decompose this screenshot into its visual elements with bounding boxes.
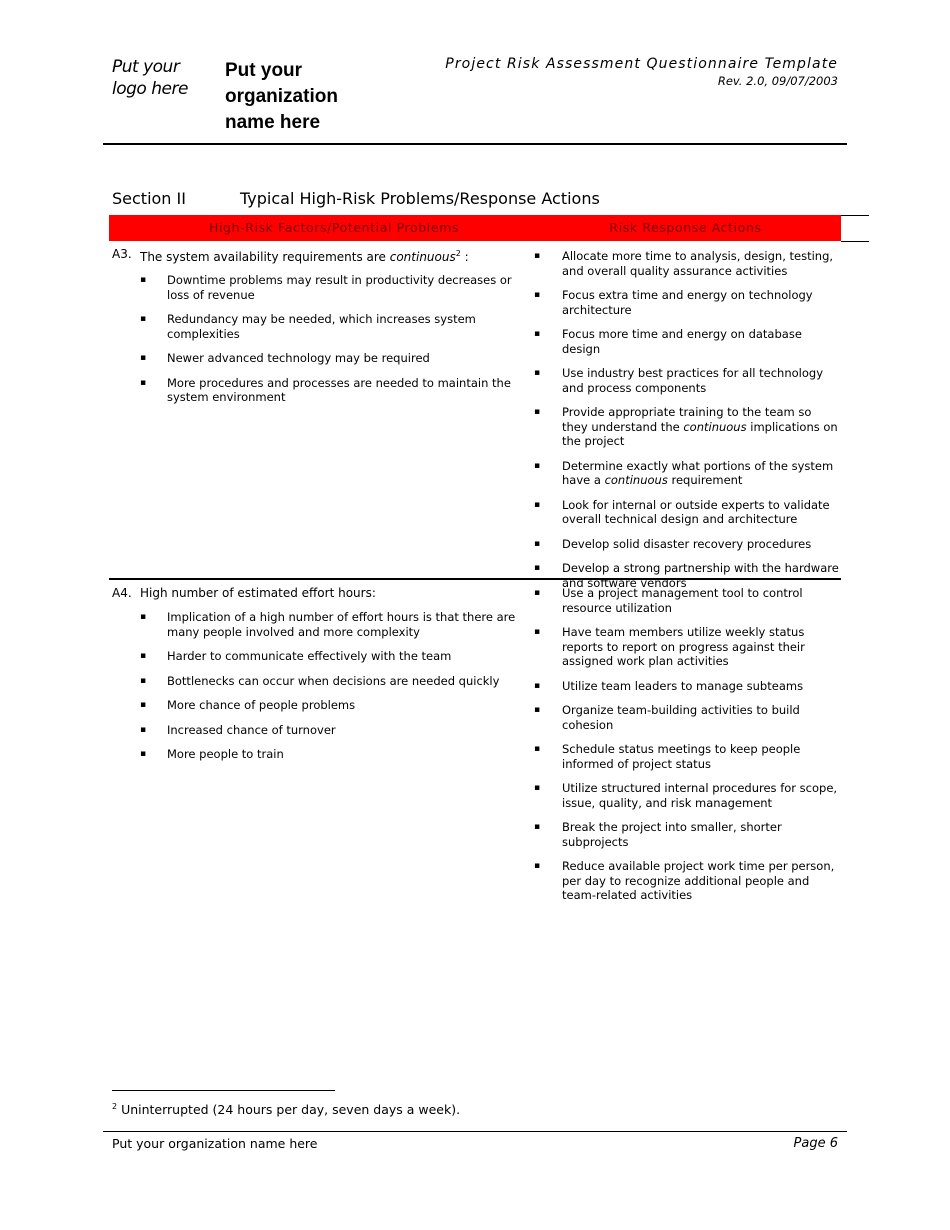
bullet-icon: ▪ [534, 251, 541, 261]
footer-organization: Put your organization name here [112, 1136, 318, 1151]
bullet-icon: ▪ [534, 744, 541, 754]
bullet-icon: ▪ [534, 460, 541, 471]
bullet-icon: ▪ [534, 783, 541, 793]
action-item: ▪ Look for internal or outside experts to validate overall technical design and architecture [534, 497, 830, 526]
action-item: ▪ Develop a strong partnership with the hardware and software vendors [534, 561, 839, 590]
bullet-icon: ▪ [140, 353, 147, 363]
bullet-icon: ▪ [140, 314, 147, 324]
bullet-icon: ▪ [140, 651, 147, 661]
problem-item: ▪ Redundancy may be needed, which increases system complexities [140, 312, 476, 341]
action-item: ▪ Allocate more time to analysis, design, testing, and overall quality assurance activities [534, 249, 834, 278]
bullet-icon: ▪ [534, 822, 541, 832]
action-item: ▪ Use industry best practices for all technology and process components [534, 366, 823, 395]
bullet-icon: ▪ [534, 368, 541, 378]
bullet-icon: ▪ [534, 538, 541, 549]
bullet-icon: ▪ [534, 329, 541, 339]
table-header-rule-bottom [841, 241, 869, 242]
action-item: ▪ Provide appropriate training to the team so they understand the continuous implications on the project [534, 405, 838, 448]
action-item: ▪ Organize team-building activities to build cohesion [534, 703, 800, 732]
row-number: A4. [112, 586, 132, 600]
action-item: ▪ Focus extra time and energy on technology architecture [534, 288, 813, 317]
bullet-icon: ▪ [534, 680, 541, 691]
bullet-icon: ▪ [140, 612, 147, 622]
document-title: Project Risk Assessment Questionnaire Template [445, 56, 838, 72]
problem-list-a4 [140, 610, 525, 772]
action-item: ▪ Utilize structured internal procedures for scope, issue, quality, and risk management [534, 781, 838, 810]
action-item: ▪ Break the project into smaller, shorter subprojects [534, 820, 782, 849]
footnote-rule [112, 1090, 335, 1091]
problem-list-a3 [140, 273, 525, 415]
problem-item: ▪ Implication of a high number of effort hours is that there are many people involved and more complexity [140, 610, 516, 639]
bullet-icon: ▪ [534, 588, 541, 598]
column-header-problems: High-Risk Factors/Potential Problems [208, 220, 460, 235]
action-item: ▪ Focus more time and energy on database design [534, 327, 802, 356]
bullet-icon: ▪ [534, 861, 541, 871]
row-heading-text: The system availability requirements are continuous$^2$ : [140, 249, 469, 264]
bullet-icon: ▪ [140, 675, 147, 686]
bullet-icon: ▪ [534, 407, 541, 417]
action-item: ▪ Determine exactly what portions of the system have a continuous requirement [534, 458, 834, 487]
organization-name: Put your organization name here [225, 60, 338, 133]
problem-item: ▪ Harder to communicate effectively with the team [140, 649, 452, 663]
problem-item: ▪ More procedures and processes are needed to maintain the system environment [140, 375, 511, 404]
document-revision: Rev. 2.0, 09/07/2003 [717, 74, 838, 88]
action-item: ▪ Schedule status meetings to keep people informed of project status [534, 742, 801, 771]
action-item: ▪ Reduce available project work time per person, per day to recognize additional people and team-related activities [534, 859, 835, 902]
header-rule [103, 143, 847, 145]
row-heading-a3 [112, 246, 532, 262]
row-heading-text: High number of estimated effort hours: [140, 586, 376, 600]
bullet-icon: ▪ [534, 290, 541, 300]
action-item: ▪ Use a project management tool to control resource utilization [534, 586, 803, 615]
action-list-a3 [534, 249, 839, 600]
logo-placeholder: Put your logo here [112, 57, 188, 99]
problem-item: ▪ Downtime problems may result in productivity decreases or loss of revenue [140, 273, 512, 302]
footnote-ref: 2 [455, 249, 461, 258]
problem-item: ▪ Increased chance of turnover [140, 722, 336, 737]
action-item: ▪ Have team members utilize weekly status reports to report on progress against their assigned work plan activities [534, 625, 805, 668]
column-header-actions: Risk Response Actions [609, 220, 762, 235]
problem-item: ▪ Bottlenecks can occur when decisions are needed quickly [140, 673, 500, 688]
footer-rule [103, 1131, 847, 1132]
table-header-rule-top [841, 215, 869, 216]
action-list-a4 [534, 586, 839, 913]
row-number: A3. [112, 247, 132, 261]
bullet-icon: ▪ [140, 700, 147, 710]
bullet-icon: ▪ [534, 563, 541, 573]
bullet-icon: ▪ [140, 377, 147, 388]
problem-item: ▪ Newer advanced technology may be required [140, 351, 430, 365]
bullet-icon: ▪ [140, 749, 147, 759]
row-separator [109, 578, 841, 580]
problem-item: ▪ More chance of people problems [140, 698, 356, 712]
section-title: Typical High-Risk Problems/Response Actions [240, 189, 600, 208]
footnote [112, 1098, 460, 1119]
bullet-icon: ▪ [140, 275, 147, 285]
section-number: Section II [112, 189, 186, 208]
bullet-icon: ▪ [534, 499, 541, 510]
bullet-icon: ▪ [534, 627, 541, 637]
page-number: Page 6 [793, 1136, 838, 1151]
footnote-marker: 2 [112, 1102, 118, 1111]
problem-item: ▪ More people to train [140, 747, 284, 761]
action-item: ▪ Utilize team leaders to manage subteams [534, 678, 804, 693]
bullet-icon: ▪ [140, 724, 147, 735]
action-item: ▪ Develop solid disaster recovery procedures [534, 536, 812, 551]
row-heading-a4 [112, 585, 532, 601]
bullet-icon: ▪ [534, 705, 541, 715]
footnote-text: Uninterrupted (24 hours per day, seven days a week). [117, 1102, 461, 1118]
